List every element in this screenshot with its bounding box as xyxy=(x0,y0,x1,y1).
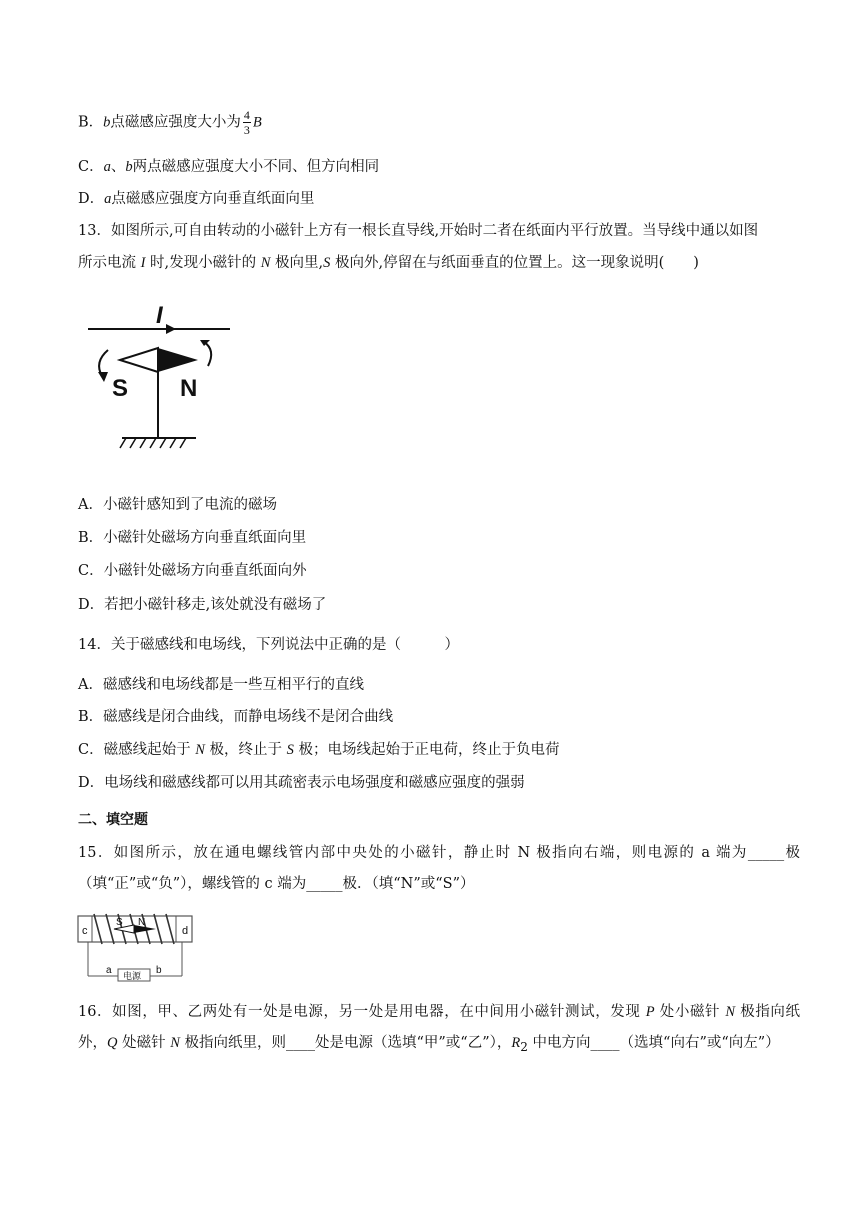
q13-option-d: D．若把小磁针移走,该处就没有磁场了 xyxy=(78,597,327,613)
fig-label-a: a xyxy=(106,965,112,976)
fig-label-i: I xyxy=(156,302,163,329)
q16-stem: 16．如图，甲、乙两处有一处是电源，另一处是用电器，在中间用小磁针测试，发现 P 处小磁针 N 极指向纸外，Q 处磁针 N 极指向纸里，则____处是电源（选填“甲”或“乙”），$R_2$ 中电方向____（选填“向右”或“向左”） xyxy=(78,1004,801,1054)
q13-option-a: A．小磁针感知到了电流的磁场 xyxy=(78,497,277,513)
fig-label-b: b xyxy=(156,965,162,976)
section-title: 二、填空题 xyxy=(78,812,148,828)
q13-option-c: C．小磁针处磁场方向垂直纸面向外 xyxy=(78,563,307,579)
q12-option-d: D．a点磁感应强度方向垂直纸面向里 xyxy=(78,191,315,207)
fig-label-d: d xyxy=(182,925,189,937)
q14-stem: 14．关于磁感线和电场线，下列说法中正确的是（ ） xyxy=(78,637,459,653)
fig-label-s: S xyxy=(112,375,129,402)
q14-option-d: D．电场线和磁感线都可以用其疏密表示电场强度和磁感应强度的强弱 xyxy=(78,775,525,791)
q14-option-b: B．磁感线是闭合曲线，而静电场线不是闭合曲线 xyxy=(78,709,394,725)
q14-option-c: C．磁感线起始于 N 极，终止于 S 极；电场线起始于正电荷，终止于负电荷 xyxy=(78,742,560,758)
fig-label-n: N xyxy=(180,375,198,402)
q15-figure-solenoid xyxy=(76,912,198,982)
q13-option-b: B．小磁针处磁场方向垂直纸面向里 xyxy=(78,530,307,546)
q13-figure-compass-under-wire xyxy=(80,296,240,456)
q12-option-c: C．a、b两点磁感应强度大小不同、但方向相同 xyxy=(78,159,380,175)
q12-option-b: B．b点磁感应强度大小为 $\frac{4}{3}$ B xyxy=(78,108,262,137)
q15-stem: 15．如图所示，放在通电螺线管内部中央处的小磁针，静止时 N 极指向右端，则电源的 a 端为_____极（填“正”或“负”），螺线管的 c 端为_____极．（填“N”或“S”） xyxy=(78,845,800,892)
q13-stem-line1: 13．如图所示,可自由转动的小磁针上方有一根长直导线,开始时二者在纸面内平行放置。当导线中通以如图 xyxy=(78,223,759,239)
fig-label-power-source: 电源 xyxy=(123,972,142,982)
fig-label-c: c xyxy=(82,925,88,937)
fraction: $\frac{4}{3}$ xyxy=(243,108,250,137)
q14-option-a: A．磁感线和电场线都是一些互相平行的直线 xyxy=(78,677,364,693)
fig-label-s: S xyxy=(116,917,123,928)
fig-label-n: N xyxy=(138,917,146,928)
var-b: b xyxy=(103,114,111,131)
q13-stem-line2: 所示电流 I 时,发现小磁针的 N 极向里,S 极向外,停留在与纸面垂直的位置上。这一现象说明( ) xyxy=(78,255,699,271)
